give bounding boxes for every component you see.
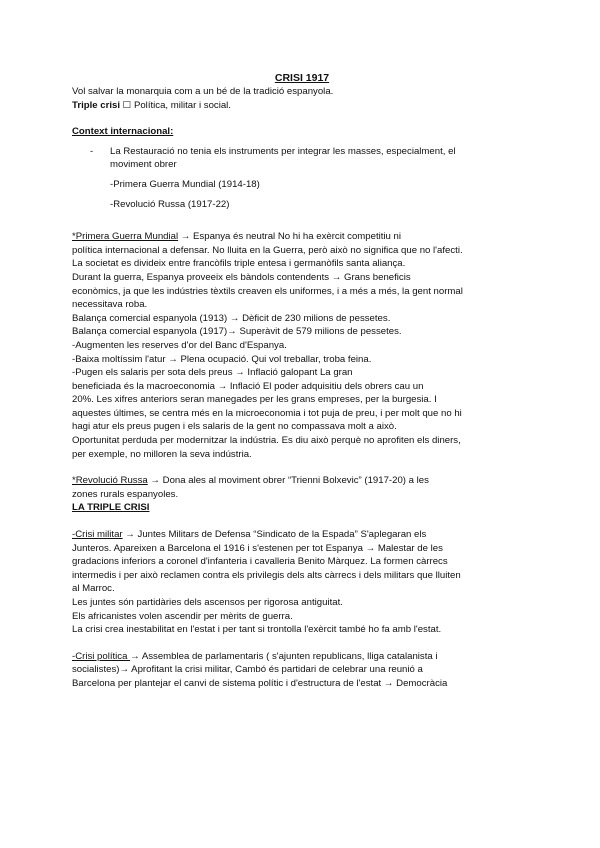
spacer — [72, 211, 532, 224]
separator-box-icon: ☐ — [122, 99, 132, 111]
pgm-line: Balança comercial espanyola (1917)→ Superàvit de 579 milions de pessetes. — [72, 326, 402, 338]
document-body — [72, 72, 532, 691]
pgm-line: -Pugen els salaris per sota dels preus → Inflació galopant La gran — [72, 367, 353, 379]
politica-line: Barcelona per plantejar el canvi de sistema polític i d'estructura de l'estat → Democràcia — [72, 677, 448, 689]
pgm-line: 20%. Les xifres anteriors seran manegades per les grans empreses, per la burgesia. I — [72, 394, 437, 406]
pgm-line: Oportunitat perduda per modernitzar la indústria. Es diu això perquè no aprofiten els diners, — [72, 435, 461, 447]
militar-line: La crisi crea inestabilitat en l'estat i per tant si trontolla l'exèrcit també ho fa amb l'estat. — [72, 624, 442, 636]
militar-line: Els africanistes volen ascendir per mèrits de guerra. — [72, 610, 293, 622]
pgm-line: política internacional a defensar. No lluita en la Guerra, però això no significa que no l'afecti. — [72, 244, 463, 256]
triple-crisi-text: Política, militar i social. — [131, 99, 231, 111]
militar-line: Junteros. Apareixen a Barcelona el 1916 i s'estenen per tot Espanya → Malestar de les — [72, 542, 443, 554]
militar-first-line — [72, 528, 532, 542]
pgm-line: -Augmenten les reserves d'or del Banc d'Espanya. — [72, 339, 287, 351]
context-item-pgm: -Primera Guerra Mundial (1914-18) — [110, 178, 260, 190]
pgm-line: per exemple, no milloren la seva indústria. — [72, 448, 252, 460]
pgm-line: aquestes últimes, se centra més en la microeconomia i tot puja de preu, i per molt que no hi — [72, 407, 462, 419]
pgm-line: beneficiada és la macroeconomia → Inflació El poder adquisitiu dels obrers cau un — [72, 380, 424, 392]
context-heading: Context internacional: — [72, 126, 174, 138]
context-bullet — [72, 145, 532, 172]
context-bullet-line: La Restauració no tenia els instruments per integrar les masses, especialment, el — [110, 145, 456, 157]
rr-first-line — [72, 474, 532, 488]
pgm-link[interactable]: *Primera Guerra Mundial — [72, 231, 179, 243]
context-item-rr: -Revolució Russa (1917-22) — [110, 198, 230, 210]
pgm-line: hagi atur els preus pugen i els salaris de la gent no compassava molt a això. — [72, 421, 397, 433]
pgm-line: -Baixa moltíssim l'atur → Plena ocupació. Qui vol treballar, troba feina. — [72, 353, 372, 365]
spacer — [72, 637, 532, 650]
pgm-first-text: → Espanya és neutral No hi ha exèrcit competitiu ni — [178, 231, 402, 243]
pgm-line: Balança comercial espanyola (1913) → Dèficit de 230 milions de pessetes. — [72, 312, 391, 324]
politica-line: socialistes)→ Aprofitant la crisi militar, Cambó és partidari de celebrar una reunió a — [72, 664, 423, 676]
spacer — [72, 112, 532, 125]
pgm-line: Durant la guerra, Espanya proveeix els bàndols contendents → Grans beneficis — [72, 271, 411, 283]
spacer — [72, 515, 532, 528]
militar-line: Les juntes són partidàries dels ascensos per rigorosa antiguitat. — [72, 597, 343, 608]
intro-line: Vol salvar la monarquia com a un bé de la tradició espanyola. — [72, 86, 334, 97]
pgm-line: necessitava roba. — [72, 299, 148, 311]
context-bullet-line: moviment obrer — [110, 159, 177, 171]
militar-line: al Marroc. — [72, 583, 115, 595]
militar-link[interactable]: -Crisi militar — [72, 529, 123, 541]
document-title: CRISI 1917 — [274, 72, 330, 84]
dash-bullet-icon: - — [90, 145, 94, 157]
militar-line: intermedis i per això reclamen contra els privilegis dels alts càrrecs i dels militars que lluiten — [72, 569, 461, 581]
politica-first-text: → Assemblea de parlamentaris ( s'ajunten republicans, lliga catalanista i — [130, 650, 438, 662]
triple-crisi-heading: LA TRIPLE CRISI — [72, 502, 150, 514]
politica-first-line — [72, 650, 532, 664]
triple-crisi-label: Triple crisi — [72, 99, 120, 111]
politica-link[interactable]: -Crisi política — [72, 650, 131, 662]
rr-line: zones rurals espanyoles. — [72, 488, 179, 500]
militar-first-text: → Juntes Militars de Defensa “Sindicato de la Espada” S'aplegaran els — [122, 529, 427, 541]
pgm-line: econòmics, ja que les indústries tèxtils creaven els uniformes, i a més a més, la gent normal — [72, 285, 463, 297]
militar-line: gradacions inferiors a coronel d'infanteria i cavalleria Benito Màrquez. La formen càrrecs — [72, 556, 448, 568]
spacer — [72, 461, 532, 474]
rr-first-text: → Dona ales al moviment obrer “Trienni Bolxevic” (1917-20) a les — [147, 475, 429, 487]
triple-crisi-line — [72, 99, 532, 113]
pgm-first-line — [72, 230, 532, 244]
rr-link[interactable]: *Revolució Russa — [72, 475, 148, 487]
pgm-line: La societat es divideix entre francòfils triple entesa i germanòfils santa aliança. — [72, 258, 406, 270]
